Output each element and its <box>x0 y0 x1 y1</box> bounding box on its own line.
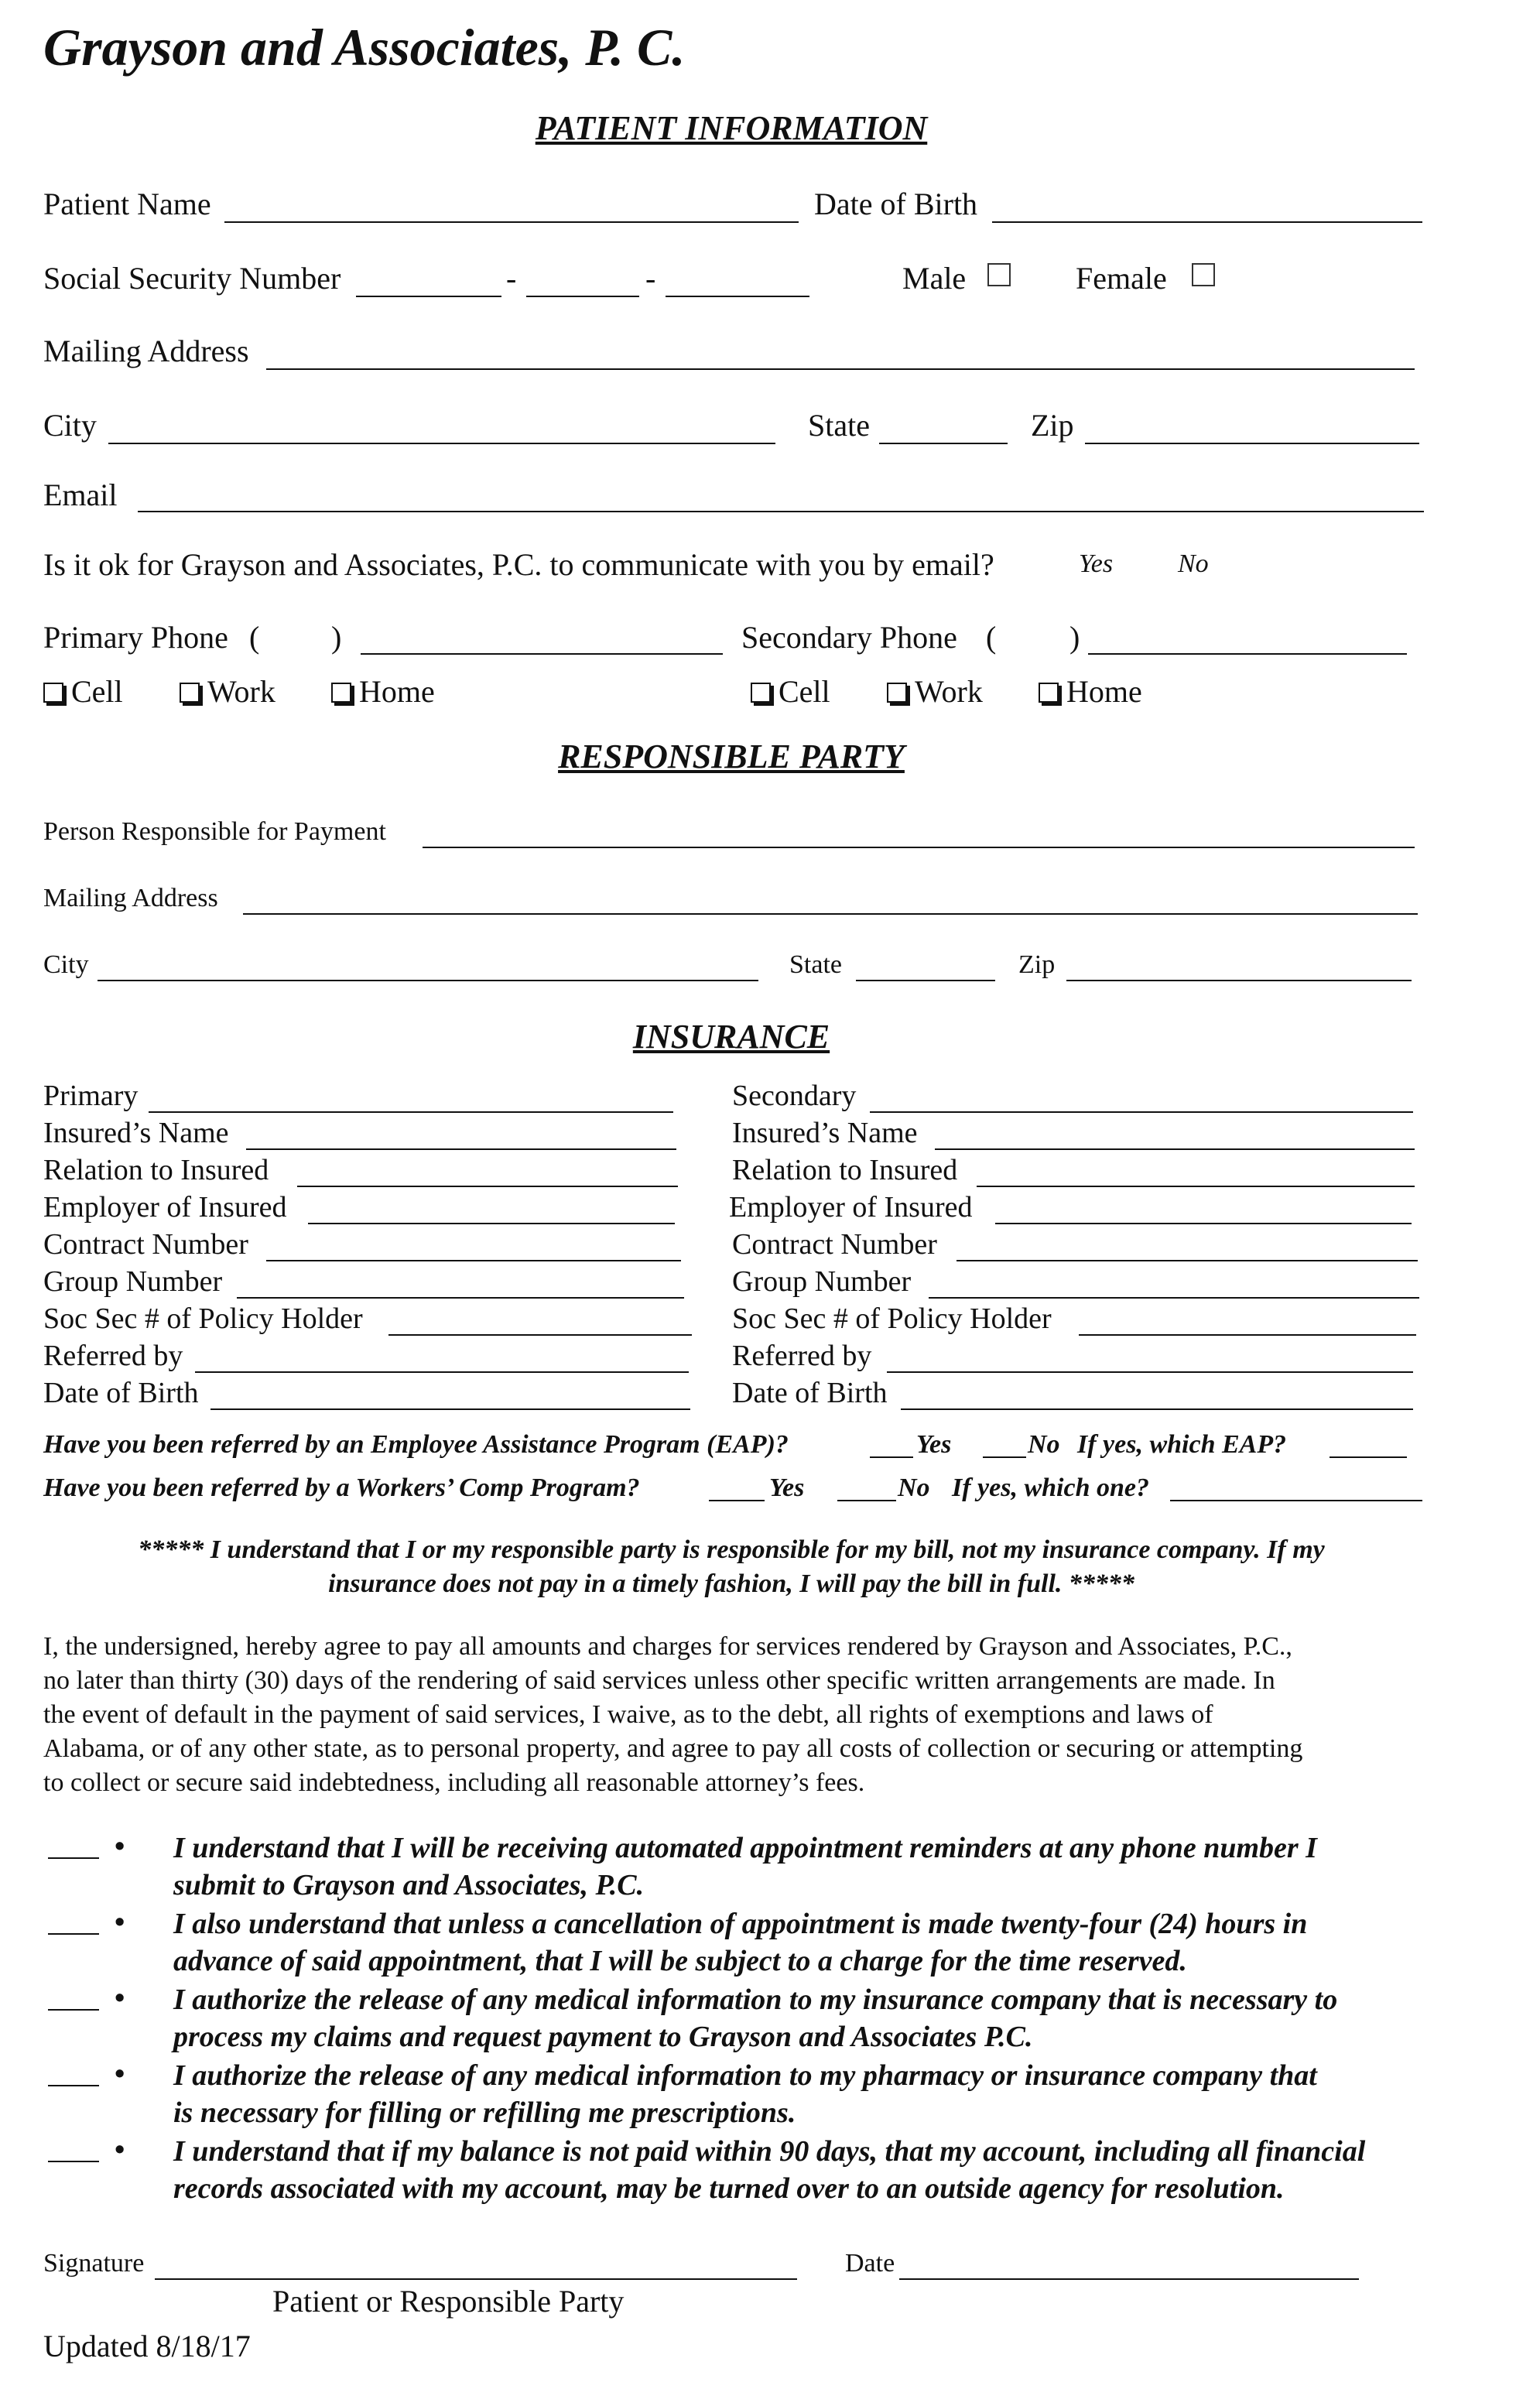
ins-s-dob-label: Date of Birth <box>732 1377 888 1409</box>
date-label: Date <box>845 2249 895 2278</box>
eap-question: Have you been referred by an Employee Assistance Program (EAP)? <box>43 1430 789 1459</box>
zip-label: Zip <box>1031 408 1074 443</box>
rp-zip-field[interactable] <box>1066 980 1412 981</box>
checkbox-icon <box>180 683 200 703</box>
ack-initial-field-3[interactable] <box>48 2009 99 2011</box>
checkbox-icon <box>887 683 907 703</box>
ins-p-ssn-field[interactable] <box>388 1334 692 1336</box>
ins-p-dob-field[interactable] <box>210 1408 690 1410</box>
checkbox-icon <box>1039 683 1059 703</box>
primary-home-option[interactable]: Home <box>331 673 435 710</box>
primary-phone-paren-close: ) <box>331 620 342 655</box>
person-responsible-field[interactable] <box>423 847 1415 848</box>
wc-yes-field[interactable] <box>709 1500 765 1501</box>
notice-line-1: ***** I understand that I or my responsible party is responsible for my bill, not my insurance company. If my <box>138 1535 1325 1564</box>
checkbox-icon <box>331 683 351 703</box>
ins-p-insured-name-label: Insured’s Name <box>43 1117 229 1149</box>
ins-p-insured-name-field[interactable] <box>246 1148 676 1150</box>
date-field[interactable] <box>899 2278 1359 2280</box>
ack-initial-field-5[interactable] <box>48 2161 99 2162</box>
ins-p-contract-field[interactable] <box>266 1260 681 1261</box>
ack-item-4: I authorize the release of any medical information to my pharmacy or insurance company that is necessary for filling or refilling me prescriptions. <box>173 2059 1317 2129</box>
secondary-home-option[interactable]: Home <box>1039 673 1142 710</box>
mailing-address-label: Mailing Address <box>43 334 249 368</box>
agreement-line: Alabama, or of any other state, as to personal property, and agree to pay all costs of collection or securing or attempting <box>43 1734 1303 1763</box>
bullet-icon: • <box>115 2058 125 2090</box>
primary-phone-field[interactable] <box>361 653 723 655</box>
ins-p-referred-label: Referred by <box>43 1340 183 1372</box>
agreement-line: I, the undersigned, hereby agree to pay all amounts and charges for services rendered by Grayson and Associates, P.C., <box>43 1632 1292 1661</box>
rp-city-field[interactable] <box>98 980 758 981</box>
dob-label: Date of Birth <box>814 187 978 221</box>
ins-p-referred-field[interactable] <box>195 1371 689 1373</box>
bullet-icon: • <box>115 2134 125 2166</box>
ins-s-insured-name-label: Insured’s Name <box>732 1117 918 1149</box>
updated-date: Updated 8/18/17 <box>43 2329 251 2363</box>
ins-s-dob-field[interactable] <box>901 1408 1413 1410</box>
primary-phone-label: Primary Phone <box>43 620 228 655</box>
secondary-phone-field[interactable] <box>1088 653 1407 655</box>
rp-city-label: City <box>43 950 89 979</box>
rp-mailing-address-field[interactable] <box>243 913 1418 915</box>
ins-s-insured-name-field[interactable] <box>935 1148 1415 1150</box>
secondary-phone-paren-open: ( <box>986 620 997 655</box>
male-checkbox[interactable] <box>987 266 1011 289</box>
female-label: Female <box>1076 261 1167 296</box>
wc-yes-label: Yes <box>769 1473 805 1502</box>
ins-primary-field[interactable] <box>149 1111 673 1113</box>
city-field[interactable] <box>108 443 775 444</box>
ssn-part1-field[interactable] <box>356 296 501 297</box>
person-responsible-label: Person Responsible for Payment <box>43 817 386 846</box>
wc-which-label: If yes, which one? <box>952 1473 1149 1502</box>
rp-mailing-address-label: Mailing Address <box>43 884 218 912</box>
rp-zip-label: Zip <box>1018 950 1056 979</box>
ssn-dash-2: - <box>645 261 656 296</box>
dob-field[interactable] <box>992 221 1422 223</box>
agreement-paragraph <box>43 1630 1436 1800</box>
ins-p-dob-label: Date of Birth <box>43 1377 199 1409</box>
ins-secondary-label: Secondary <box>732 1080 857 1112</box>
ack-item-3: I authorize the release of any medical information to my insurance company that is necessary to process my claims and request payment to Grayson and Associates P.C. <box>173 1983 1338 2053</box>
email-consent-yes[interactable]: Yes <box>1079 549 1114 578</box>
ack-initial-field-4[interactable] <box>48 2085 99 2086</box>
ack-item-1: I understand that I will be receiving automated appointment reminders at any phone number I submit to Grayson and Associates, P.C. <box>173 1832 1317 1901</box>
ins-p-relation-field[interactable] <box>297 1186 678 1187</box>
ins-p-group-label: Group Number <box>43 1265 223 1298</box>
state-field[interactable] <box>879 443 1008 444</box>
ssn-part2-field[interactable] <box>526 296 639 297</box>
eap-yes-field[interactable] <box>870 1456 913 1458</box>
eap-which-field[interactable] <box>1330 1456 1407 1458</box>
zip-field[interactable] <box>1085 443 1419 444</box>
primary-work-option[interactable]: Work <box>180 673 275 710</box>
eap-no-label: No <box>1028 1430 1060 1459</box>
patient-name-field[interactable] <box>224 221 799 223</box>
email-field[interactable] <box>138 511 1424 512</box>
wc-no-field[interactable] <box>837 1500 896 1501</box>
mailing-address-field[interactable] <box>266 368 1415 370</box>
ins-s-group-field[interactable] <box>929 1297 1419 1299</box>
ins-s-employer-label: Employer of Insured <box>729 1191 973 1224</box>
ins-p-employer-field[interactable] <box>308 1223 675 1224</box>
eap-yes-label: Yes <box>916 1430 952 1459</box>
ins-s-group-label: Group Number <box>732 1265 912 1298</box>
ins-p-employer-label: Employer of Insured <box>43 1191 287 1224</box>
signature-caption: Patient or Responsible Party <box>272 2284 625 2319</box>
secondary-phone-label: Secondary Phone <box>741 620 957 655</box>
secondary-work-option[interactable]: Work <box>887 673 983 710</box>
rp-state-field[interactable] <box>856 980 995 981</box>
ack-initial-field-2[interactable] <box>48 1933 99 1935</box>
city-label: City <box>43 408 97 443</box>
ins-p-group-field[interactable] <box>237 1297 684 1299</box>
ins-p-ssn-label: Soc Sec # of Policy Holder <box>43 1302 363 1335</box>
primary-phone-paren-open: ( <box>249 620 260 655</box>
email-label: Email <box>43 477 118 512</box>
ack-item-5: I understand that if my balance is not paid within 90 days, that my account, including all financial records associated with my account, may be turned over to an outside agency for resolution. <box>173 2135 1366 2205</box>
company-title: Grayson and Associates, P. C. <box>43 18 686 77</box>
ack-item-2: I also understand that unless a cancellation of appointment is made twenty-four (24) hours in advance of said appointment, that I will be subject to a charge for the time reserved. <box>173 1908 1308 1977</box>
wc-question: Have you been referred by a Workers’ Comp Program? <box>43 1473 640 1502</box>
ins-s-relation-label: Relation to Insured <box>732 1154 958 1186</box>
eap-no-field[interactable] <box>983 1456 1026 1458</box>
ins-s-contract-label: Contract Number <box>732 1228 937 1261</box>
ins-s-ssn-field[interactable] <box>1079 1334 1416 1336</box>
agreement-line: the event of default in the payment of said services, I waive, as to the debt, all rights of exemptions and laws of <box>43 1700 1213 1729</box>
ins-s-employer-field[interactable] <box>995 1223 1412 1224</box>
secondary-phone-paren-close: ) <box>1069 620 1080 655</box>
ins-s-ssn-label: Soc Sec # of Policy Holder <box>732 1302 1052 1335</box>
eap-which-label: If yes, which EAP? <box>1077 1430 1287 1459</box>
primary-cell-option[interactable]: Cell <box>43 673 123 710</box>
ins-s-relation-field[interactable] <box>977 1186 1415 1187</box>
ins-primary-label: Primary <box>43 1080 139 1112</box>
ssn-part3-field[interactable] <box>666 296 809 297</box>
secondary-cell-option[interactable]: Cell <box>751 673 830 710</box>
patient-name-label: Patient Name <box>43 187 211 221</box>
female-checkbox[interactable] <box>1192 266 1215 289</box>
email-consent-no[interactable]: No <box>1178 549 1209 578</box>
ssn-label: Social Security Number <box>43 261 341 296</box>
ins-p-relation-label: Relation to Insured <box>43 1154 269 1186</box>
ins-s-contract-field[interactable] <box>957 1260 1418 1261</box>
signature-field[interactable] <box>155 2278 797 2280</box>
signature-label: Signature <box>43 2249 145 2278</box>
ins-secondary-field[interactable] <box>870 1111 1413 1113</box>
ins-s-referred-label: Referred by <box>732 1340 872 1372</box>
insurance-heading: INSURANCE <box>632 1018 830 1056</box>
checkbox-icon <box>751 683 771 703</box>
agreement-line: to collect or secure said indebtedness, including all reasonable attorney’s fees. <box>43 1768 865 1797</box>
state-label: State <box>808 408 870 443</box>
ssn-dash-1: - <box>506 261 517 296</box>
wc-no-label: No <box>898 1473 930 1502</box>
rp-state-label: State <box>789 950 842 979</box>
patient-info-heading: PATIENT INFORMATION <box>535 109 928 147</box>
wc-which-field[interactable] <box>1170 1500 1422 1501</box>
male-label: Male <box>902 261 967 296</box>
ins-p-contract-label: Contract Number <box>43 1228 248 1261</box>
checkbox-icon <box>43 683 63 703</box>
bullet-icon: • <box>115 1830 125 1863</box>
ins-s-referred-field[interactable] <box>887 1371 1413 1373</box>
ack-initial-field-1[interactable] <box>48 1857 99 1859</box>
bullet-icon: • <box>115 1982 125 2014</box>
agreement-line: no later than thirty (30) days of the rendering of said services unless other specific written arrangements are made. In <box>43 1666 1275 1695</box>
email-consent-question: Is it ok for Grayson and Associates, P.C. to communicate with you by email? <box>43 547 994 582</box>
notice-line-2: insurance does not pay in a timely fashion, I will pay the bill in full. ***** <box>328 1569 1134 1598</box>
responsible-party-heading: RESPONSIBLE PARTY <box>558 738 905 775</box>
bullet-icon: • <box>115 1906 125 1939</box>
